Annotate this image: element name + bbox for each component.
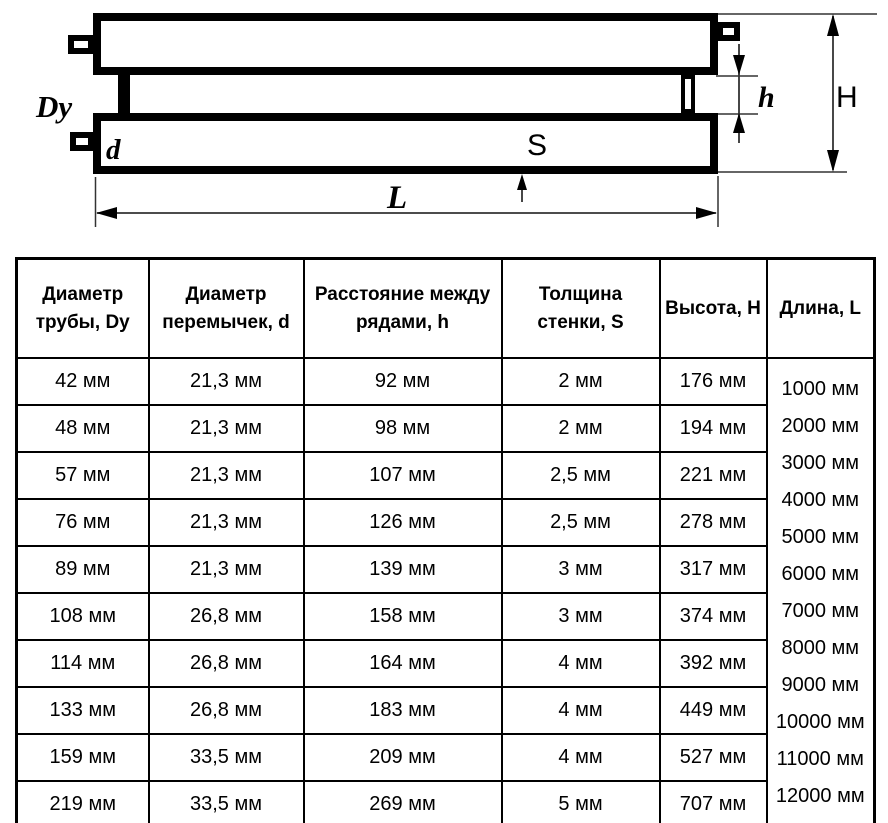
pipe-top bbox=[97, 17, 714, 71]
table-cell: 48 мм bbox=[17, 405, 149, 452]
table-cell: 26,8 мм bbox=[149, 593, 304, 640]
table-cell: 2,5 мм bbox=[502, 452, 660, 499]
table-cell: 707 мм bbox=[660, 781, 767, 823]
table-cell: 4 мм bbox=[502, 687, 660, 734]
register-diagram bbox=[0, 0, 888, 245]
length-value: 8000 мм bbox=[781, 637, 860, 659]
table-cell: 133 мм bbox=[17, 687, 149, 734]
table-cell: 33,5 мм bbox=[149, 734, 304, 781]
table-cell: 21,3 мм bbox=[149, 358, 304, 405]
table-cell: 57 мм bbox=[17, 452, 149, 499]
length-merged-cell bbox=[767, 358, 875, 823]
table-cell: 269 мм bbox=[304, 781, 502, 823]
table-cell: 92 мм bbox=[304, 358, 502, 405]
length-value: 9000 мм bbox=[781, 674, 860, 696]
table-cell: 3 мм bbox=[502, 593, 660, 640]
pipe-bottom bbox=[97, 117, 714, 170]
table-cell: 164 мм bbox=[304, 640, 502, 687]
length-value: 4000 мм bbox=[781, 489, 860, 511]
length-value: 1000 мм bbox=[781, 378, 860, 400]
label-S: S bbox=[527, 129, 548, 162]
table-cell: 183 мм bbox=[304, 687, 502, 734]
label-Dy: Dy bbox=[36, 89, 73, 124]
table-cell: 2 мм bbox=[502, 405, 660, 452]
length-value: 12000 мм bbox=[775, 785, 865, 807]
table-cell: 21,3 мм bbox=[149, 499, 304, 546]
length-value: 10000 мм bbox=[775, 711, 865, 733]
table-cell: 76 мм bbox=[17, 499, 149, 546]
table-cell: 209 мм bbox=[304, 734, 502, 781]
length-value: 6000 мм bbox=[781, 563, 860, 585]
table-cell: 527 мм bbox=[660, 734, 767, 781]
table-cell: 219 мм bbox=[17, 781, 149, 823]
table-cell: 158 мм bbox=[304, 593, 502, 640]
col-header-row-spacing: Расстояние между рядами, h bbox=[304, 259, 502, 359]
table-cell: 26,8 мм bbox=[149, 687, 304, 734]
col-header-jumper-diameter: Диаметр перемычек, d bbox=[149, 259, 304, 359]
table-row bbox=[17, 499, 875, 546]
length-value: 5000 мм bbox=[781, 526, 860, 548]
table-cell: 98 мм bbox=[304, 405, 502, 452]
table-row bbox=[17, 593, 875, 640]
length-list bbox=[770, 359, 872, 823]
table-cell: 126 мм bbox=[304, 499, 502, 546]
table-row bbox=[17, 546, 875, 593]
table-cell: 392 мм bbox=[660, 640, 767, 687]
table-cell: 21,3 мм bbox=[149, 405, 304, 452]
label-h: h bbox=[758, 81, 775, 114]
table-cell: 42 мм bbox=[17, 358, 149, 405]
table-row bbox=[17, 452, 875, 499]
table-cell: 114 мм bbox=[17, 640, 149, 687]
col-header-height: Высота, H bbox=[660, 259, 767, 359]
table-cell: 107 мм bbox=[304, 452, 502, 499]
table-cell: 139 мм bbox=[304, 546, 502, 593]
table-cell: 317 мм bbox=[660, 546, 767, 593]
table-cell: 89 мм bbox=[17, 546, 149, 593]
length-value: 3000 мм bbox=[781, 452, 860, 474]
header-row bbox=[17, 259, 875, 359]
label-d: d bbox=[106, 134, 121, 166]
table-cell: 2,5 мм bbox=[502, 499, 660, 546]
col-header-length: Длина, L bbox=[767, 259, 875, 359]
table-cell: 33,5 мм bbox=[149, 781, 304, 823]
table-cell: 3 мм bbox=[502, 546, 660, 593]
spec-table bbox=[15, 257, 876, 823]
table-cell: 374 мм bbox=[660, 593, 767, 640]
jumper-left bbox=[118, 75, 130, 113]
label-L: L bbox=[387, 180, 408, 216]
table-cell: 26,8 мм bbox=[149, 640, 304, 687]
col-header-pipe-diameter: Диаметр трубы, Dy bbox=[17, 259, 149, 359]
table-row bbox=[17, 781, 875, 823]
table-row bbox=[17, 358, 875, 405]
table-cell: 194 мм bbox=[660, 405, 767, 452]
table-row bbox=[17, 640, 875, 687]
stub-top-left bbox=[71, 38, 91, 51]
table-cell: 2 мм bbox=[502, 358, 660, 405]
length-value: 7000 мм bbox=[781, 600, 860, 622]
stub-top-right bbox=[720, 25, 737, 38]
table-cell: 5 мм bbox=[502, 781, 660, 823]
length-value: 11000 мм bbox=[776, 748, 864, 770]
table-cell: 221 мм bbox=[660, 452, 767, 499]
table-cell: 4 мм bbox=[502, 640, 660, 687]
table-row bbox=[17, 734, 875, 781]
col-header-wall-thickness: Толщина стенки, S bbox=[502, 259, 660, 359]
table-cell: 159 мм bbox=[17, 734, 149, 781]
table-cell: 449 мм bbox=[660, 687, 767, 734]
table-row bbox=[17, 405, 875, 452]
label-H: H bbox=[836, 81, 858, 114]
table-cell: 21,3 мм bbox=[149, 546, 304, 593]
stub-bottom-left bbox=[73, 135, 91, 148]
table-cell: 21,3 мм bbox=[149, 452, 304, 499]
table-row bbox=[17, 687, 875, 734]
table-cell: 4 мм bbox=[502, 734, 660, 781]
length-value: 2000 мм bbox=[781, 415, 860, 437]
table-cell: 108 мм bbox=[17, 593, 149, 640]
jumper-right bbox=[683, 77, 693, 111]
table-cell: 278 мм bbox=[660, 499, 767, 546]
table-cell: 176 мм bbox=[660, 358, 767, 405]
